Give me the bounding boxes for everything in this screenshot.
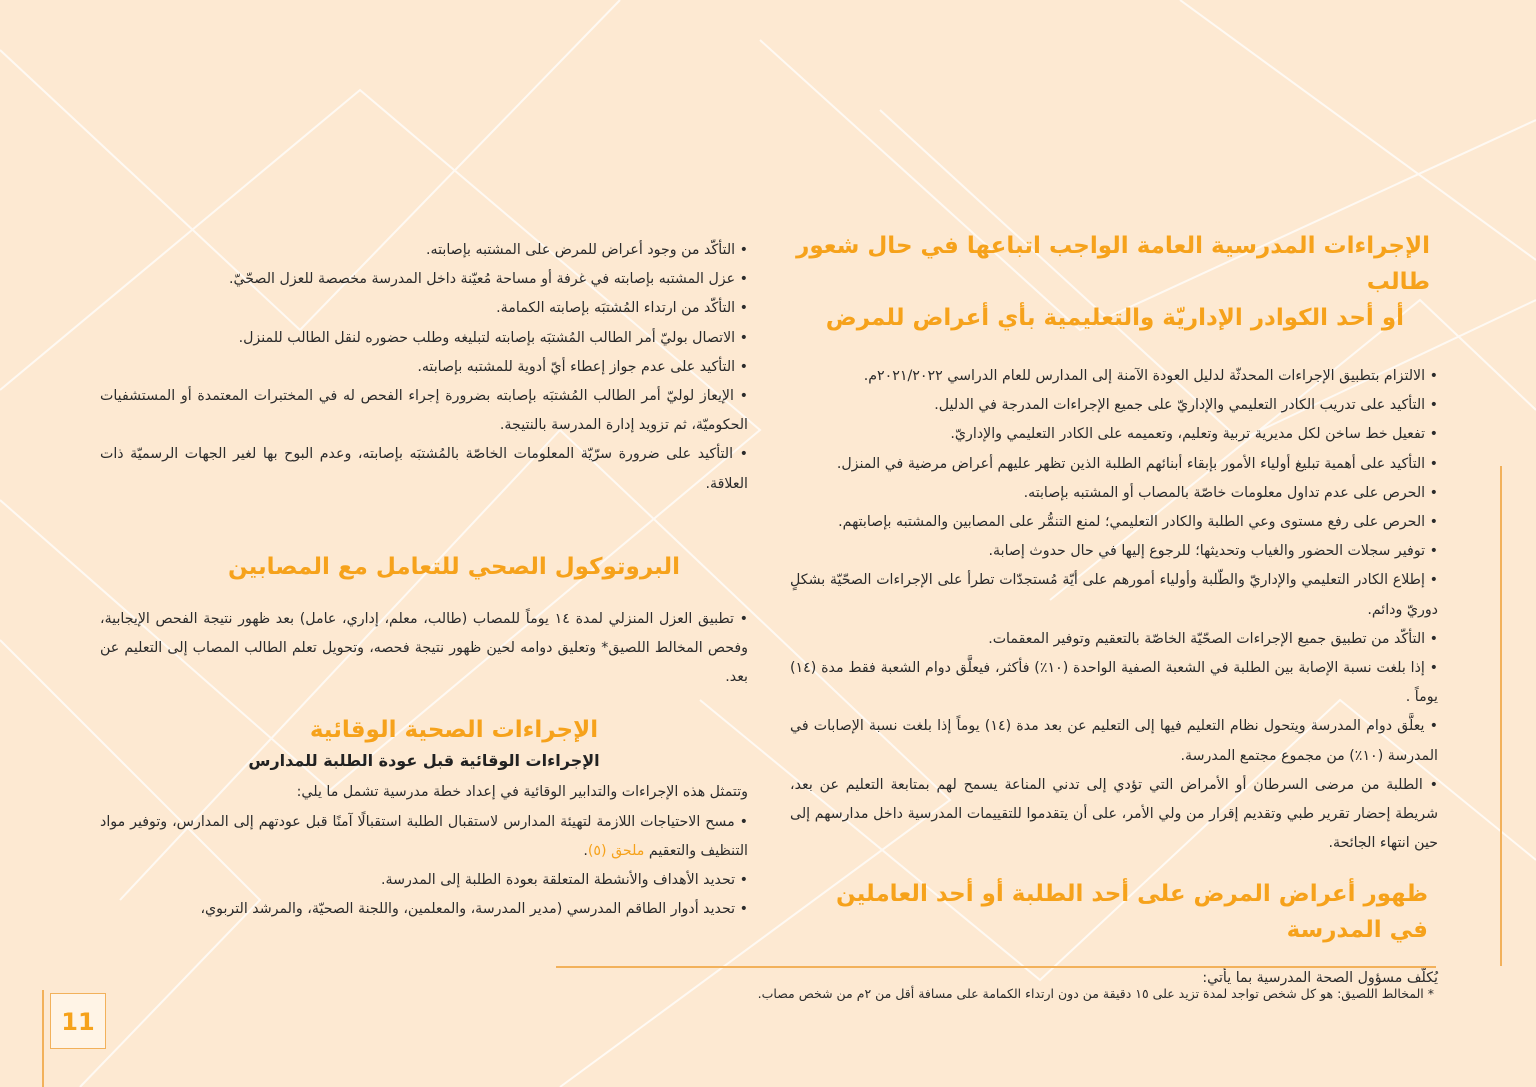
appendix-link[interactable]: ملحق (٥) — [587, 842, 645, 859]
list-item: • مسح الاحتياجات اللازمة لتهيئة المدارس لاستقبال الطلبة استقبالًا آمنًا قبل عودتهم إلى المدارس، وتوفير مواد التنظيف والتعقيم ملحق (٥). — [100, 808, 748, 866]
suspected-case-list — [100, 236, 748, 499]
heading-health-protocol: البروتوكول الصحي للتعامل مع المصابين — [227, 553, 681, 580]
footnote-divider — [556, 966, 1436, 968]
protocol-list — [100, 605, 748, 693]
list-item: • الالتزام بتطبيق الإجراءات المحدثّة لدليل العودة الآمنة إلى المدارس للعام الدراسي ٢٠٢١/٢٠٢٢م. — [790, 362, 1438, 391]
list-item: • التأكيد على ضرورة سرّيّة المعلومات الخاصّة بالمُشتبَه بإصابته، وعدم البوح بها لغير الجهات الرسميّة ذات العلاقة. — [100, 440, 748, 498]
list-item: • الاتصال بوليّ أمر الطالب المُشتبَه بإصابته لتبليغه وطلب حضوره لنقل الطالب للمنزل. — [100, 324, 748, 353]
list-item: • الحرص على رفع مستوى وعي الطلبة والكادر التعليمي؛ لمنع التنمُّر على المصابين والمشتبه بإصابتهم. — [790, 508, 1438, 537]
list-item: • إذا بلغت نسبة الإصابة بين الطلبة في الشعبة الصفية الواحدة (١٠٪) فأكثر، فيعلَّق دوام الشعبة فقط مدة (١٤) يوماً . — [790, 654, 1438, 712]
list-item: • تطبيق العزل المنزلي لمدة ١٤ يوماً للمصاب (طالب، معلم، إداري، عامل) بعد ظهور نتيجة الفحص الإيجابية، وفحص المخالط اللصيق* وتعليق دوامه لحين ظهور نتيجة فحصه، وتحويل تعلم الطالب المصاب إلى التعليم عن بعد. — [100, 605, 748, 693]
list-item: • التأكيد على عدم جواز إعطاء أيّ أدوية للمشتبه بإصابته. — [100, 353, 748, 382]
right-vertical-rule — [1500, 466, 1502, 966]
list-item: • التأكيد على تدريب الكادر التعليمي والإداريّ على جميع الإجراءات المدرجة في الدليل. — [790, 391, 1438, 420]
responsibility-intro: يُكلّف مسؤول الصحة المدرسية بما يأتي: — [1202, 970, 1438, 987]
heading-symptoms-appearance: ظهور أعراض المرض على أحد الطلبة أو أحد العاملين في المدرسة — [835, 881, 1428, 944]
list-item: • التأكّد من وجود أعراض للمرض على المشتبه بإصابته. — [100, 236, 748, 265]
list-item: • التأكّد من ارتداء المُشتبَه بإصابته الكمامة. — [100, 294, 748, 323]
left-vertical-rule — [42, 990, 44, 1087]
preventive-list — [100, 808, 748, 925]
list-item: • الحرص على عدم تداول معلومات خاصّة بالمصاب أو المشتبه بإصابته. — [790, 479, 1438, 508]
heading-line-2: أو أحد الكوادر الإداريّة والتعليمية بأي أعراض للمرض — [825, 305, 1404, 331]
list-item: • توفير سجلات الحضور والغياب وتحديثها؛ للرجوع إليها في حال حدوث إصابة. — [790, 537, 1438, 566]
list-item: • الإيعاز لوليّ أمر الطالب المُشتبَه بإصابته بضرورة إجراء الفحص له في المختبرات المعتمدة أو المستشفيات الحكوميّة، ثم تزويد إدارة المدرسة بالنتيجة. — [100, 382, 748, 440]
footnote: * المخالط اللصيق: هو كل شخص تواجد لمدة تزيد على ١٥ دقيقة من دون ارتداء الكمامة على مسافة أقل من ٢م من شخص مصاب. — [757, 986, 1434, 1001]
heading-general-procedures — [790, 228, 1438, 336]
preventive-intro: وتتمثل هذه الإجراءات والتدابير الوقائية في إعداد خطة مدرسية تشمل ما يلي: — [296, 784, 748, 801]
general-procedures-list — [790, 362, 1438, 858]
page-number: 11 — [50, 993, 106, 1049]
list-item: • إطلاع الكادر التعليمي والإداريّ والطّلبة وأولياء أمورهم على أيّة مُستجدّات تطرأ على الإجراءات الصحّيّة بشكلٍ دوريّ ودائم. — [790, 566, 1438, 624]
list-item: • التأكّد من تطبيق جميع الإجراءات الصحّيّة الخاصّة بالتعقيم وتوفير المعقمات. — [790, 625, 1438, 654]
preventive-item-text: مسح الاحتياجات اللازمة لتهيئة المدارس لاستقبال الطلبة استقبالًا آمنًا قبل عودتهم إلى المدارس، وتوفير مواد التنظيف والتعقيم — [100, 813, 748, 859]
list-item: • تفعيل خط ساخن لكل مديرية تربية وتعليم، وتعميمه على الكادر التعليمي والإداريّ. — [790, 420, 1438, 449]
list-item: • التأكيد على أهمية تبليغ أولياء الأمور بإبقاء أبنائهم الطلبة الذين تظهر عليهم أعراض مرضية في المنزل. — [790, 450, 1438, 479]
heading-preventive-measures: الإجراءات الصحية الوقائية — [309, 717, 599, 744]
list-item: • عزل المشتبه بإصابته في غرفة أو مساحة مُعيّنة داخل المدرسة مخصصة للعزل الصحّيّ. — [100, 265, 748, 294]
list-item: • يعلَّق دوام المدرسة ويتحول نظام التعليم فيها إلى التعليم عن بعد مدة (١٤) يوماً إذا بلغت نسبة الإصابات في المدرسة (١٠٪) من مجموع مجتمع المدرسة. — [790, 712, 1438, 770]
subheading-before-return: الإجراءات الوقائية قبل عودة الطلبة للمدارس — [248, 751, 600, 771]
right-column — [790, 228, 1438, 994]
list-item: • تحديد الأهداف والأنشطة المتعلقة بعودة الطلبة إلى المدرسة. — [100, 866, 748, 895]
heading-line-1: الإجراءات المدرسية العامة الواجب اتباعها في حال شعور طالب — [796, 233, 1430, 295]
left-column — [100, 236, 748, 924]
list-item: • تحديد أدوار الطاقم المدرسي (مدير المدرسة، والمعلمين، واللجنة الصحيّة، والمرشد التربوي، — [100, 895, 748, 924]
list-item: • الطلبة من مرضى السرطان أو الأمراض التي تؤدي إلى تدني المناعة يسمح لهم بمتابعة التعليم عن بعد، شريطة إحضار تقرير طبي وتقديم إقرار من ولي الأمر، على أن يتقدموا للتقييمات المدرسية داخل مدارسهم إلى حين انتهاء الجائحة. — [790, 771, 1438, 859]
